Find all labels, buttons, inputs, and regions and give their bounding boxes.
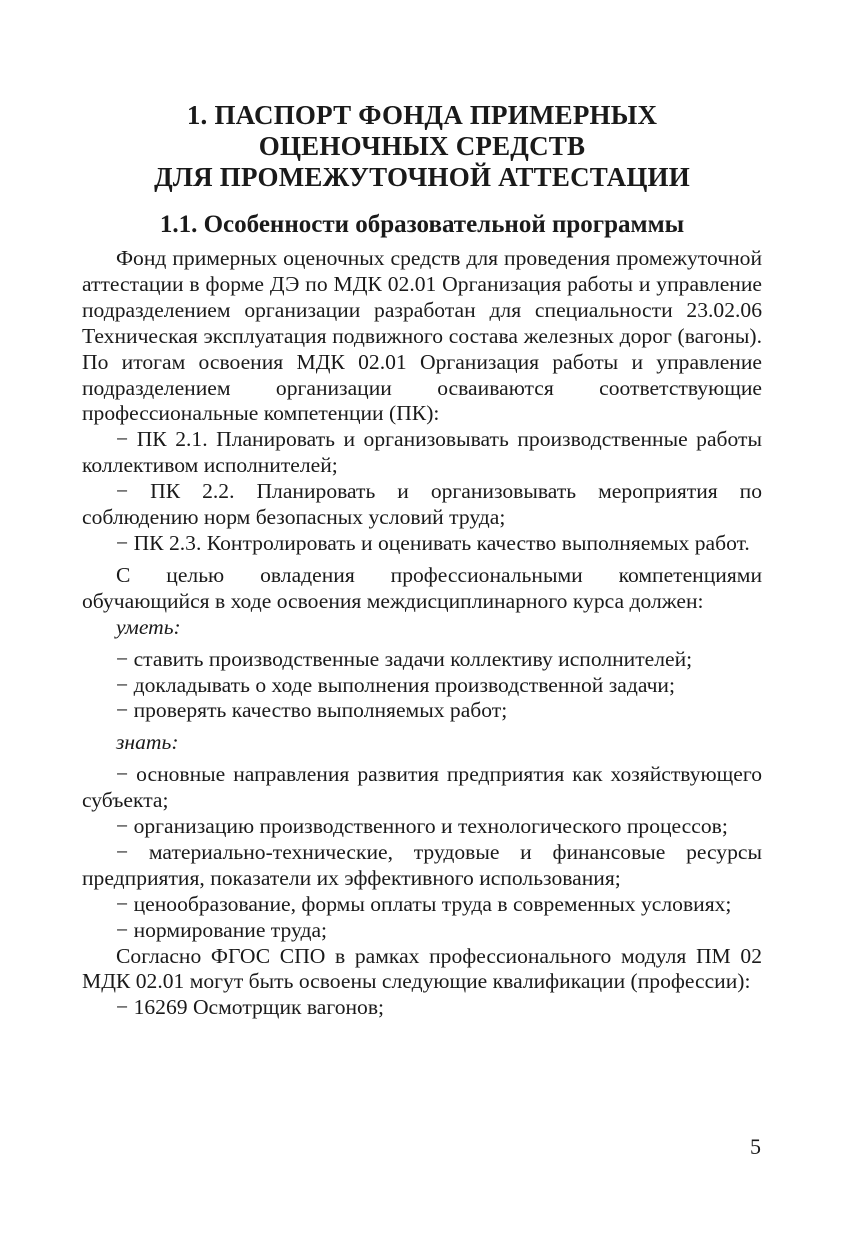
knowledge-item: − нормирование труда;	[116, 917, 328, 942]
competency-item: − ПК 2.3. Контролировать и оценивать качество выполняемых работ.	[116, 530, 750, 555]
knowledge-item: − основные направления развития предприятия как хозяйствующего субъекта;	[82, 762, 762, 813]
section-title: 1.1. Особенности образовательной программы	[159, 211, 685, 238]
knowledge-item: − ценообразование, формы оплаты труда в современных условиях;	[116, 891, 732, 916]
knowledge-item: − организацию производственного и технологического процессов;	[116, 814, 728, 839]
skill-item: − ставить производственные задачи коллективу исполнителей;	[116, 646, 693, 671]
document-body	[82, 246, 762, 1021]
qualification-item: − 16269 Осмотрщик вагонов;	[116, 995, 385, 1020]
competency-item: − ПК 2.1. Планировать и организовывать производственные работы коллективом исполнителей;	[82, 427, 762, 478]
knowledge-label: знать:	[116, 730, 179, 755]
intro-paragraph: Фонд примерных оценочных средств для проведения промежуточной аттестации в форме ДЭ по МДК 02.01 Организация работы и управление подразделением организации разработан для специальности 23.02.06 Техническая эксплуатация подвижного состава железных дорог (вагоны). По итогам освоения МДК 02.01 Организация работы и управление подразделением организации осваиваются соответствующие профессиональные компетенции (ПК):	[82, 246, 762, 426]
page-number: 5	[750, 1134, 761, 1159]
heading-line-3: ДЛЯ ПРОМЕЖУТОЧНОЙ АТТЕСТАЦИИ	[154, 162, 690, 192]
heading-line-1: 1. ПАСПОРТ ФОНДА ПРИМЕРНЫХ	[186, 100, 658, 130]
document-page	[82, 100, 762, 1021]
skill-item: − докладывать о ходе выполнения производственной задачи;	[116, 672, 675, 697]
heading-line-2: ОЦЕНОЧНЫХ СРЕДСТВ	[258, 131, 586, 161]
fgos-paragraph: Согласно ФГОС СПО в рамках профессионального модуля ПМ 02 МДК 02.01 могут быть освоены следующие квалификации (профессии):	[82, 943, 762, 994]
skill-item: − проверять качество выполняемых работ;	[116, 698, 508, 723]
competency-item: − ПК 2.2. Планировать и организовывать мероприятия по соблюдению норм безопасных условий труда;	[82, 479, 762, 530]
goal-paragraph: С целью овладения профессиональными компетенциями обучающийся в ходе освоения междисциплинарного курса должен:	[82, 562, 762, 613]
knowledge-item: − материально-технические, трудовые и финансовые ресурсы предприятия, показатели их эффективного использования;	[82, 839, 762, 890]
skills-label: уметь:	[116, 614, 181, 639]
document-heading	[82, 100, 762, 193]
